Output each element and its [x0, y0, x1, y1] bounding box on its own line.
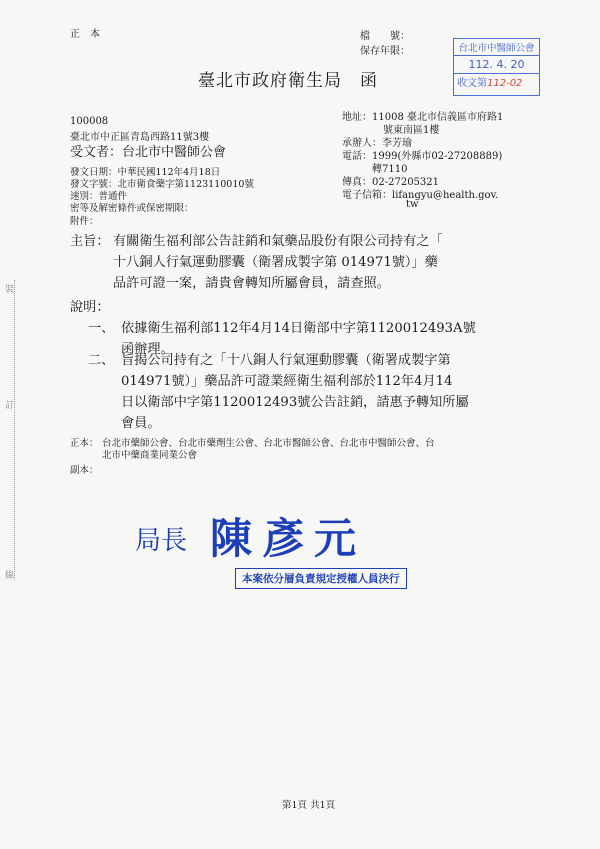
- stamp-receipt-no: 112-02: [487, 78, 523, 89]
- meta-date: 發文日期：中華民國112年4月18日: [70, 167, 221, 178]
- sender-fax: 傳真：02-27205321: [342, 177, 440, 188]
- distribution-copy-label: 副本：: [70, 465, 99, 476]
- item-2-line-3: 日以衛部中字第1120012493號公告註銷，請惠予轉知所屬: [121, 395, 469, 410]
- signature-title: 局長: [135, 526, 188, 556]
- retention-label: 保存年限：: [360, 46, 410, 57]
- sender-email-1: 電子信箱：lifangyu@health.gov.: [342, 190, 499, 201]
- subject-line-2: 十八銅人行氣運動膠囊（衛署成製字第 014971號）」藥: [113, 255, 438, 270]
- document-title: 臺北市政府衛生局 函: [198, 71, 378, 91]
- margin-mark-bind: 裝: [5, 285, 15, 295]
- subject-line-1: 有關衛生福利部公告註銷和氣藥品股份有限公司持有之「: [113, 234, 443, 249]
- meta-attachment: 附件：: [70, 216, 99, 227]
- recipient-line: [70, 141, 226, 160]
- sender-phone-2: 轉7110: [372, 164, 408, 175]
- archive-no-label: 檔 號：: [360, 31, 410, 42]
- margin-mark-staple: 訂: [5, 401, 15, 411]
- signature-name: 陳彥元: [210, 514, 367, 563]
- binding-line: [14, 280, 15, 580]
- receipt-stamp: [453, 38, 540, 96]
- item-1-num: 一、: [88, 321, 115, 336]
- stamp-receipt-label: 收文第: [457, 78, 487, 89]
- item-2-line-4: 會員。: [121, 416, 161, 431]
- distribution-main-label: 正本：: [70, 438, 99, 449]
- recipient-postcode: 100008: [70, 116, 109, 127]
- stamp-org: 台北市中醫師公會: [454, 39, 539, 56]
- sender-address-1: 地址：11008 臺北市信義區市府路1: [342, 112, 504, 123]
- distribution-main-line-1: 台北市藥師公會、台北市藥劑生公會、台北市醫師公會、台北市中醫師公會、台: [102, 438, 435, 449]
- meta-speed: 速別：普通件: [70, 191, 128, 202]
- director-signature: [135, 508, 435, 598]
- recipient-value: 台北市中醫師公會: [122, 145, 227, 160]
- item-2-num: 二、: [88, 353, 115, 368]
- margin-mark-line: 線: [5, 571, 15, 581]
- recipient-label: 受文者：: [70, 145, 123, 160]
- item-2-line-1: 旨揭公司持有之「十八銅人行氣運動膠囊（衛署成製字第: [121, 353, 451, 368]
- explanation-label: 說明：: [70, 300, 110, 315]
- sender-address-2: 號東南區1樓: [383, 125, 440, 136]
- item-2-line-2: 014971號）」藥品許可證業經衛生福利部於112年4月14: [121, 374, 453, 389]
- sender-handler: 承辦人：李芳瑜: [342, 138, 412, 149]
- page-footer: 第1頁 共1頁: [282, 800, 336, 811]
- meta-doc-no: 發文字號：北市衛食藥字第1123110010號: [70, 179, 254, 190]
- stamp-date: 112. 4. 20: [468, 58, 525, 71]
- recipient-address: 臺北市中正區青島西路11號3樓: [70, 132, 210, 143]
- item-1-line-1: 依據衛生福利部112年4月14日衛部中字第1120012493A號: [121, 321, 476, 336]
- distribution-main-line-2: 北市中藥商業同業公會: [102, 450, 198, 461]
- stamp-receipt: [454, 73, 539, 89]
- sender-email-2: tw: [406, 199, 419, 210]
- subject-line-3: 品許可證一案，請貴會轉知所屬會員，請查照。: [113, 276, 390, 291]
- authorization-stamp: 本案依分層負責規定授權人員決行: [235, 568, 407, 589]
- subject-label: 主旨：: [70, 234, 110, 249]
- item-1-line-2: 函辦理。: [121, 342, 174, 357]
- copy-label: 正 本: [70, 29, 100, 40]
- sender-phone-1: 電話：1999(外縣市02-27208889): [342, 151, 503, 162]
- meta-security: 密等及解密條件或保密期限：: [70, 203, 194, 214]
